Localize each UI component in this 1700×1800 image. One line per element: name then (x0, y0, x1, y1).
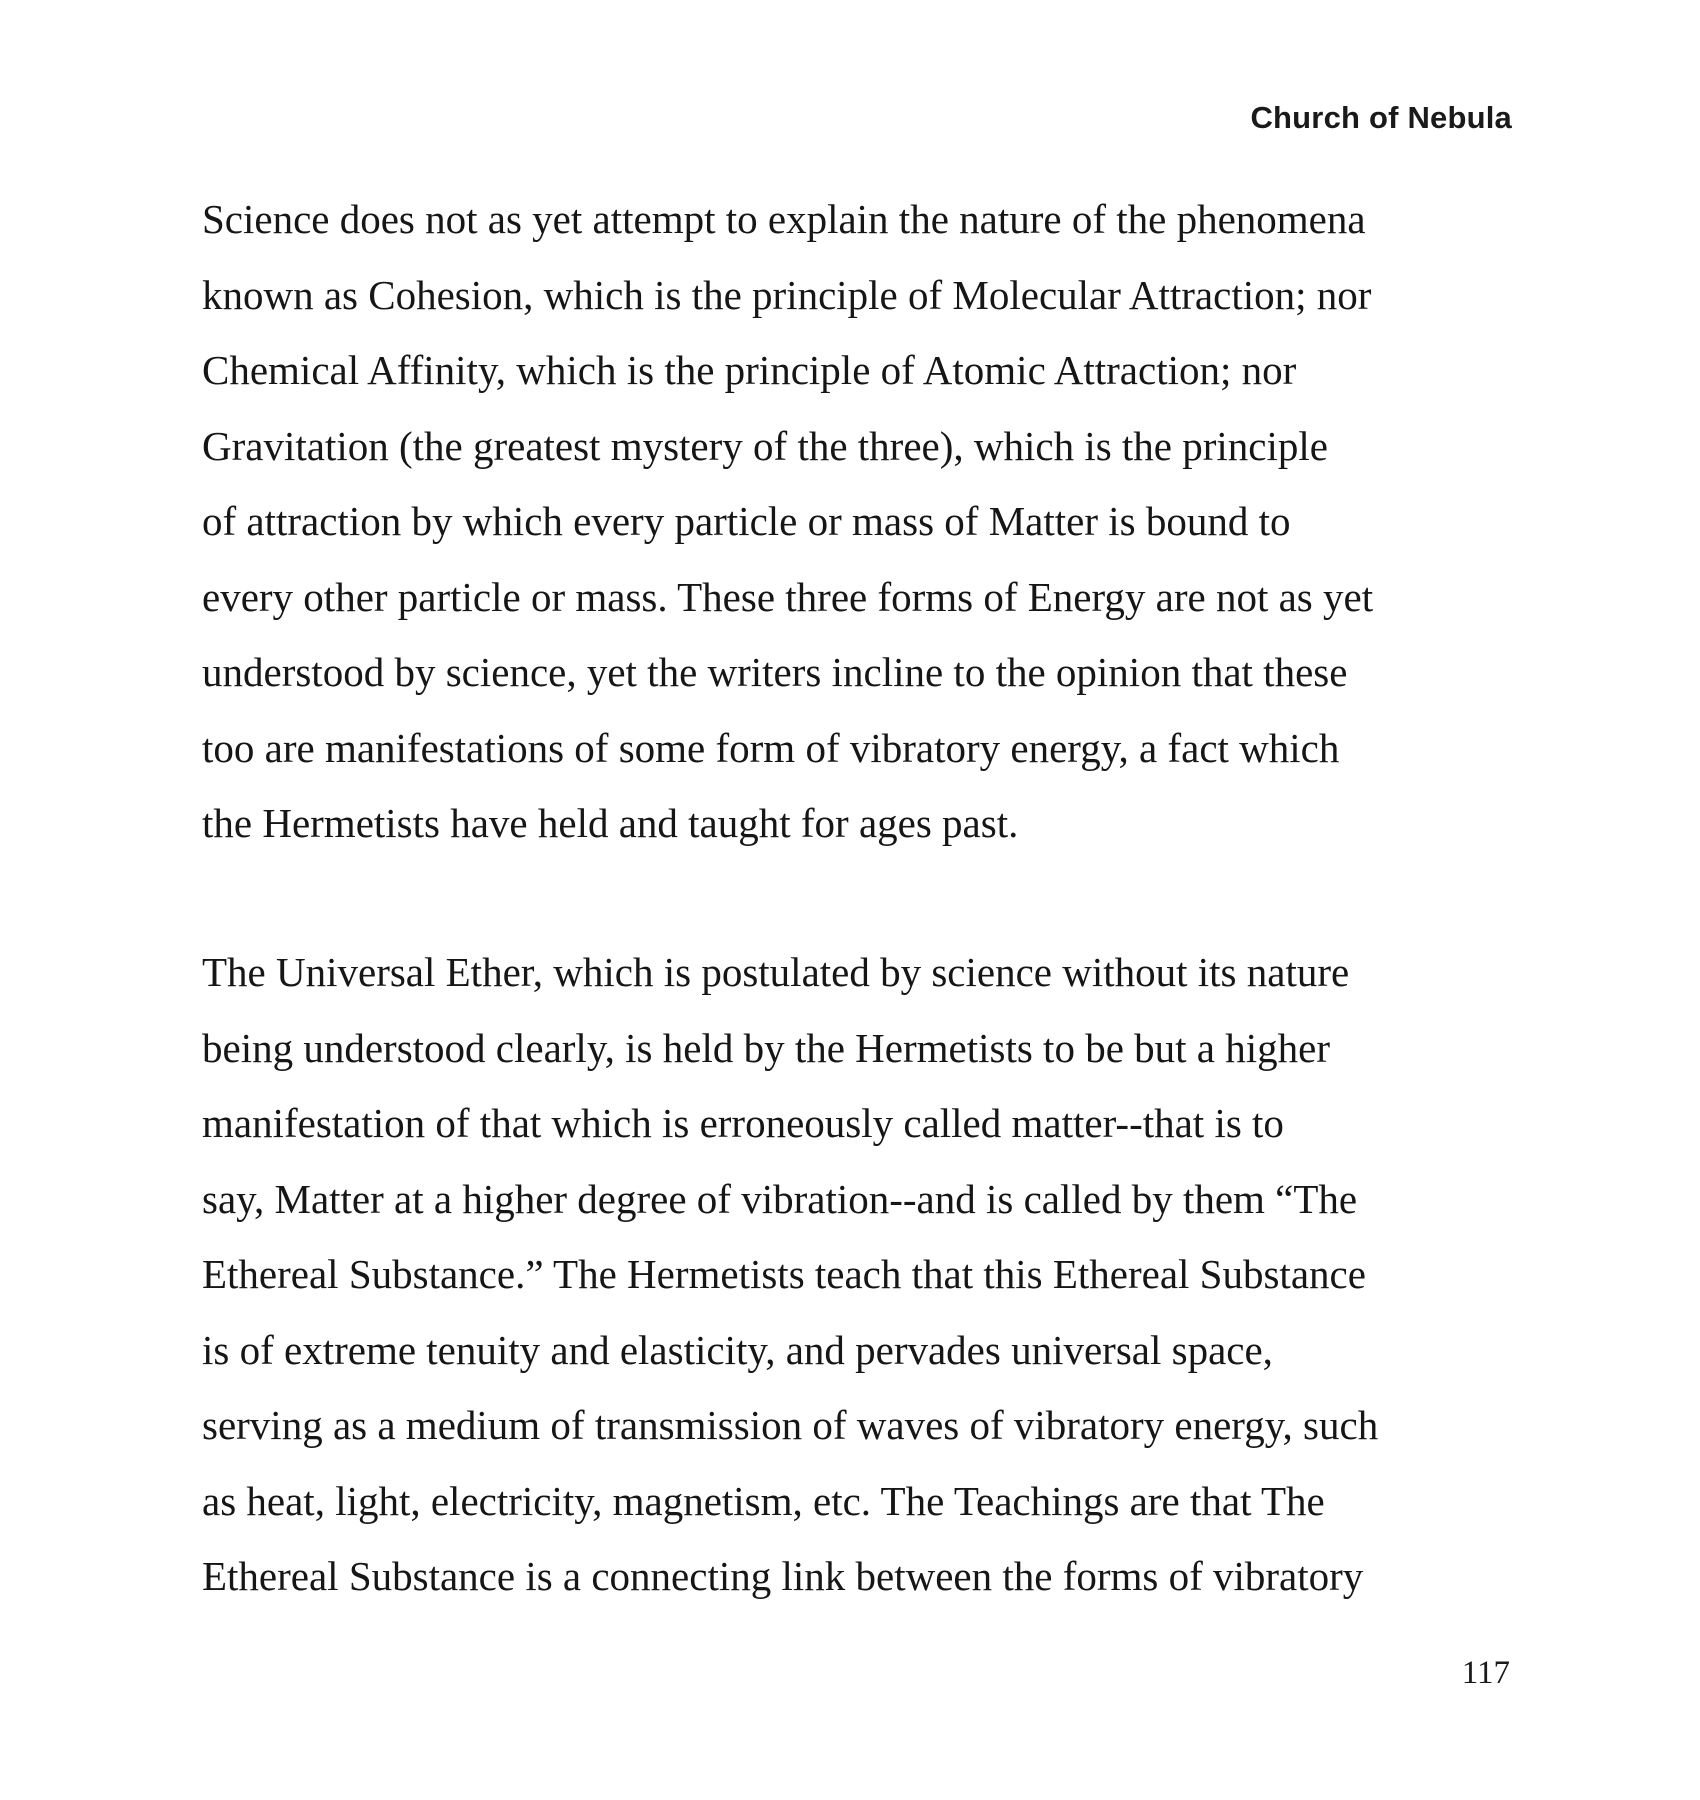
text-line: being understood clearly, is held by the Hermetists to be but a higher (202, 1024, 1330, 1071)
paragraph-1 (202, 182, 1502, 862)
text-line: is of extreme tenuity and elasticity, and pervades universal space, (202, 1326, 1273, 1373)
text-line: The Universal Ether, which is postulated by science without its nature (202, 949, 1350, 995)
text-line: as heat, light, electricity, magnetism, etc. The Teachings are that The (202, 1477, 1325, 1524)
text-line: Science does not as yet attempt to explain the nature of the phenomena (202, 196, 1366, 242)
paragraph-2 (202, 935, 1502, 1615)
text-line: Ethereal Substance.” The Hermetists teach that this Ethereal Substance (202, 1251, 1366, 1297)
page-number: 117 (1461, 1655, 1510, 1691)
text-line: known as Cohesion, which is the principle of Molecular Attraction; nor (202, 271, 1372, 318)
text-line: Chemical Affinity, which is the principle of Atomic Attraction; nor (202, 347, 1297, 393)
text-line: understood by science, yet the writers incline to the opinion that these (202, 649, 1348, 695)
text-line: too are manifestations of some form of vibratory energy, a fact which (202, 724, 1340, 771)
running-header: Church of Nebula (1250, 100, 1512, 135)
text-line: manifestation of that which is erroneously called matter--that is to (202, 1100, 1284, 1146)
text-line: say, Matter at a higher degree of vibration--and is called by them “The (202, 1175, 1358, 1222)
text-line: the Hermetists have held and taught for ages past. (202, 800, 1019, 846)
text-line: Gravitation (the greatest mystery of the three), which is the principle (202, 422, 1328, 469)
text-line: of attraction by which every particle or mass of Matter is bound to (202, 498, 1291, 544)
text-line: every other particle or mass. These three forms of Energy are not as yet (202, 573, 1374, 620)
text-line: Ethereal Substance is a connecting link between the forms of vibratory (202, 1553, 1364, 1599)
text-line: serving as a medium of transmission of waves of vibratory energy, such (202, 1402, 1379, 1448)
